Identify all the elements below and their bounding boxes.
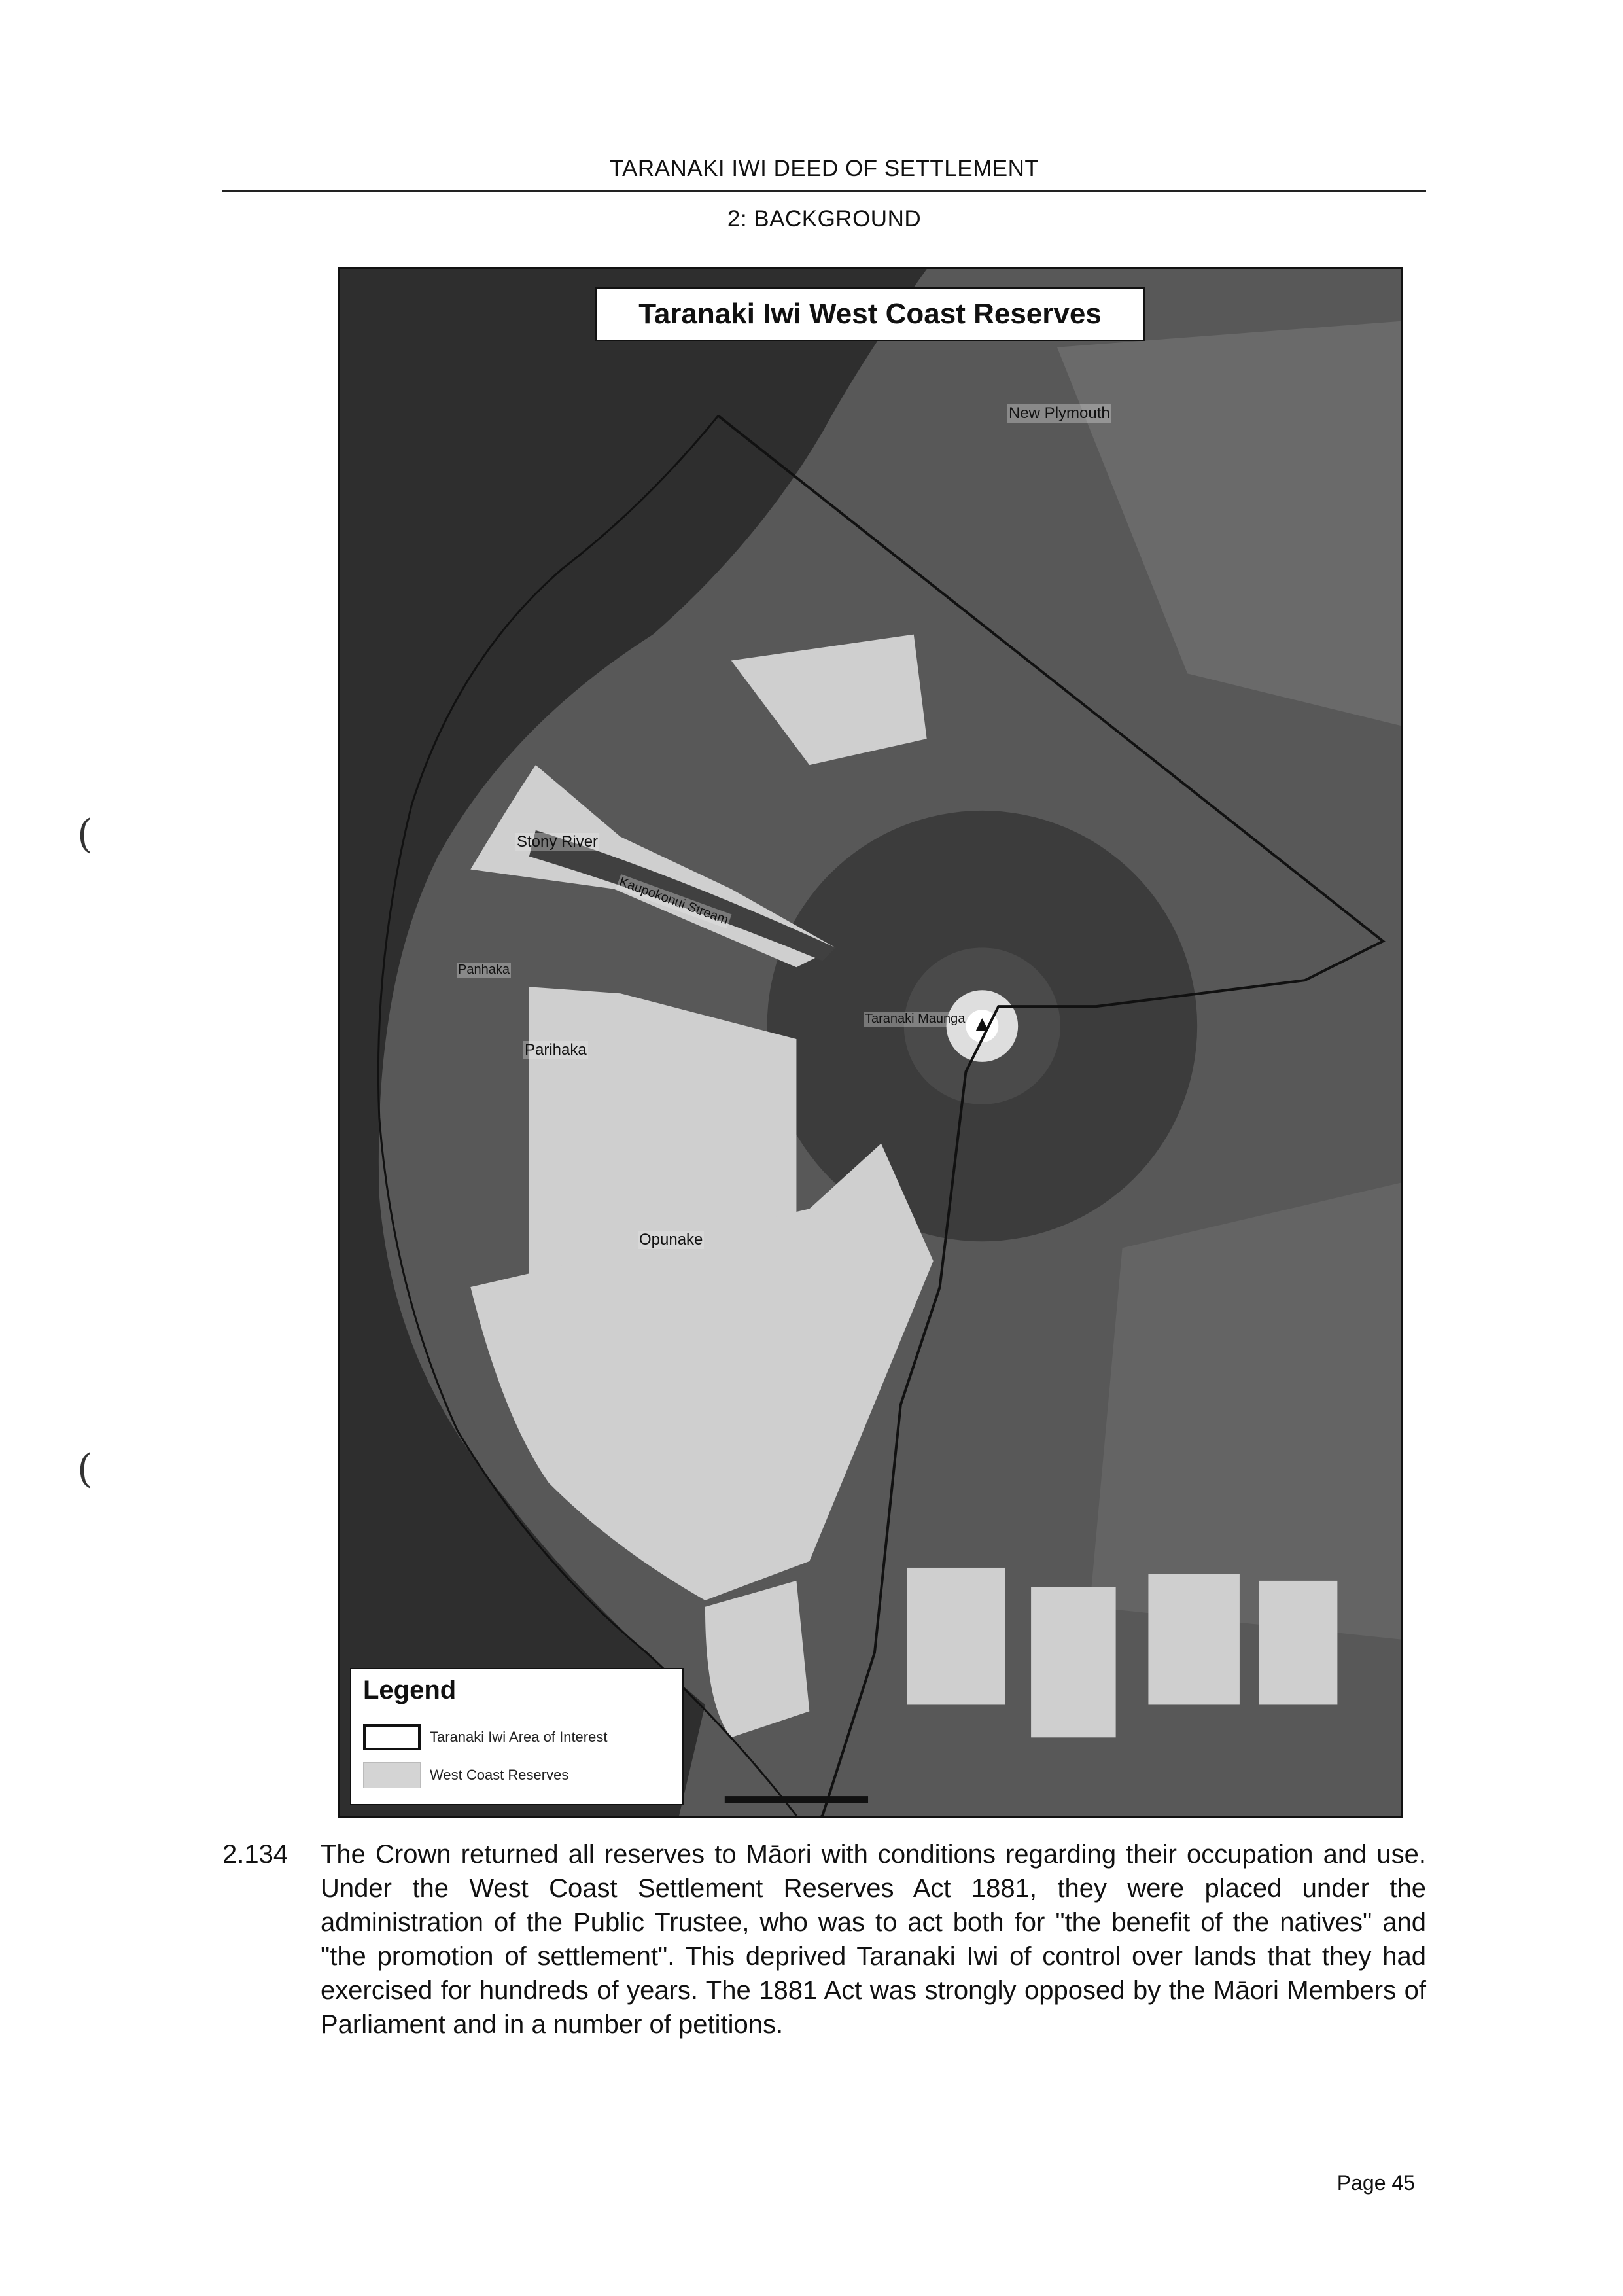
scale-bar (725, 1796, 868, 1803)
label-parihaka: Parihaka (525, 1041, 587, 1059)
paragraph-number: 2.134 (222, 1840, 288, 1869)
paragraph-text: The Crown returned all reserves to Māori with conditions regarding their occupation and use. Under the West Coast Settlement Reserves Act 1881, they were placed under the administration of the Public Trustee, who was to act both for "the benefit of the natives" and "the promotion of settlement". This deprived Taranaki Iwi of control over lands that they had exercised for hundreds of years. The 1881 Act was strongly opposed by the Māori Members of Parliament and in a number of petitions. (321, 1840, 1426, 2039)
map-image (340, 269, 1401, 1816)
reserves-map (338, 267, 1403, 1818)
west-coast-reserve (1259, 1581, 1338, 1705)
west-coast-reserve (1148, 1574, 1239, 1704)
reserve-swatch (363, 1762, 421, 1788)
map-legend (350, 1668, 684, 1805)
west-coast-reserve (705, 1581, 809, 1737)
label-stony-river: Stony River (517, 833, 599, 851)
west-coast-reserve (1031, 1587, 1116, 1737)
label-mountain: Taranaki Maunga (865, 1012, 966, 1026)
label-stream: Kaupokonui Stream (616, 874, 731, 928)
area-of-interest-swatch (363, 1724, 421, 1750)
legend-item-west-coast-reserves (363, 1759, 568, 1791)
margin-bracket-mark: ( (77, 811, 93, 857)
margin-bracket-mark: ( (77, 1446, 93, 1492)
header-divider (222, 190, 1426, 192)
document-header-title: TARANAKI IWI DEED OF SETTLEMENT (609, 156, 1039, 181)
label-panhaka: Panhaka (458, 963, 510, 977)
legend-label: West Coast Reserves (430, 1767, 569, 1783)
legend-item-area-of-interest (363, 1722, 607, 1753)
label-opunake: Opunake (639, 1231, 703, 1248)
land-texture (1090, 1182, 1401, 1639)
west-coast-reserve (907, 1568, 1005, 1704)
legend-label: Taranaki Iwi Area of Interest (430, 1729, 608, 1745)
map-title: Taranaki Iwi West Coast Reserves (595, 287, 1145, 341)
page-number: Page 45 (1336, 2171, 1415, 2195)
label-new-plymouth: New Plymouth (1009, 404, 1110, 422)
section-heading: 2: BACKGROUND (727, 206, 922, 232)
legend-title: Legend (363, 1676, 457, 1704)
